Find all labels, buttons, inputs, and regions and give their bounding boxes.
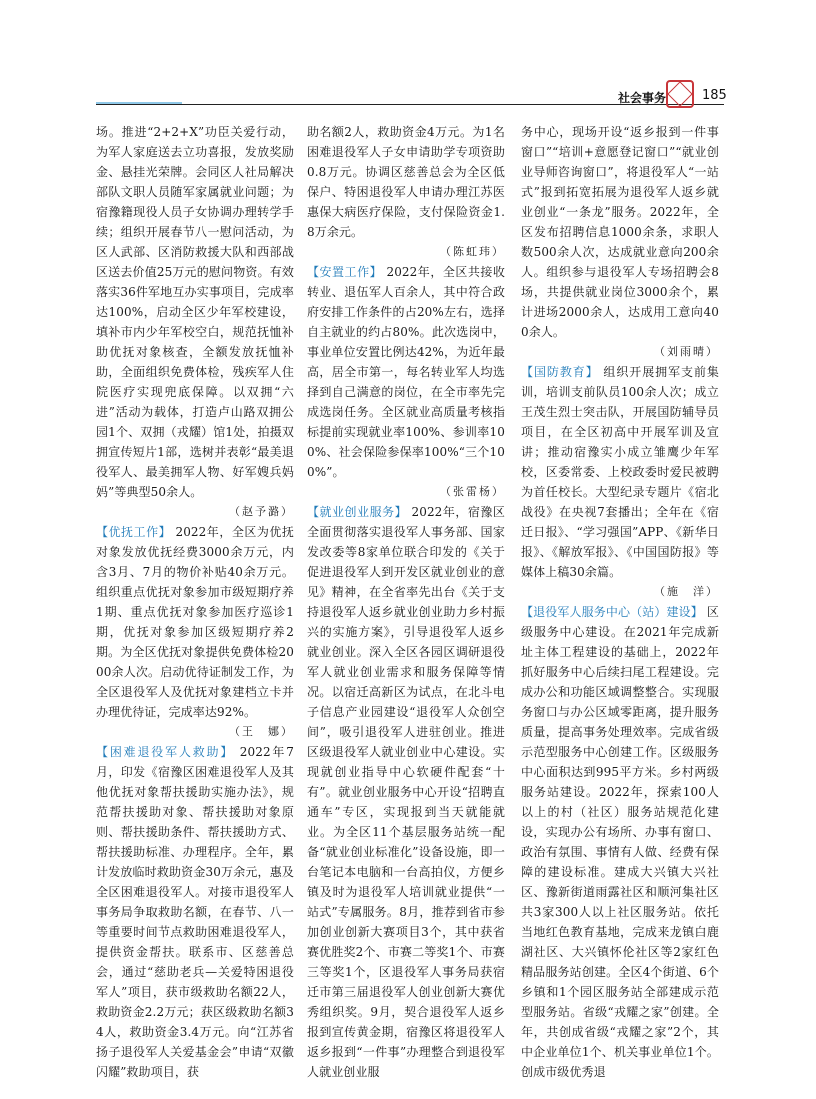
section-keyword: 【就业创业服务】 — [307, 505, 408, 519]
text-column-3 — [521, 122, 719, 1082]
section-keyword: 【安置工作】 — [307, 265, 383, 279]
author-signature: （张雷杨） — [440, 485, 505, 498]
section-keyword: 【困难退役军人救助】 — [96, 745, 235, 759]
paragraph-text: 务中心，现场开设“返乡报到一件事窗口”“培训+意愿登记窗口”“就业创业导师咨询窗口”，将退役军人“一站式”报到拓宽拓展为退役军人返乡就业创业“一条龙”服务。2022年，全区发布招聘信息1000余条，求职人数500余人次，达成就业意向200余人。组织参与退役军人专场招聘会8场，共提供就业岗位3000余个，累计进场2000余人，达成用工意向400余人。 — [521, 125, 719, 339]
section-keyword: 【优抚工作】 — [96, 525, 172, 539]
author-signature: （刘雨晴） — [654, 345, 719, 358]
paragraph-text: 区级服务中心建设。在2021年完成新址主体工程建设的基础上，2022年抓好服务中心后续扫尾工程建设。完成办公和功能区域调整整合。实现服务窗口与办公区域零距离，提升服务质量，提高事务处理效率。完成省级示范型服务中心创建工作。区级服务中心面积达到995平方米。乡村两级服务站建设。2022年，探索100人以上的村（社区）服务站规范化建设，实现办公有场所、办事有窗口、政治有氛围、事情有人做、经费有保障的建设标准。建成大兴镇大兴社区、豫新街道雨露社区和顺河集社区共3家300人以上社区服务站。依托当地红色教育基地，完成来龙镇白鹿湖社区、大兴镇怀伦社区等2家红色精品服务站创建。全区4个街道、6个乡镇和1个园区服务站全部建成示范型服务站。省级“戎耀之家”创建。全年，共创成省级“戎耀之家”2个，其中企业单位1个、机关事业单位1个。创成市级优秀退 — [521, 605, 719, 1079]
text-column-1 — [96, 122, 294, 1082]
paragraph-text: 组织开展拥军支前集训，培训支前队员100余人次；成立王茂生烈士突击队，开展国防辅导员项目，在全区初高中开展军训及宣讲；推动宿豫实小成立雏鹰少年军校，区委常委、上校政委时爱民被聘为首任校长。大型纪录专题片《宿北战役》在央视7套播出；全年在《宿迁日报》、“学习强国”APP、《新华日报》、《解放军报》、《中国国防报》等媒体上稿30余篇。 — [521, 365, 720, 579]
paragraph — [96, 122, 294, 502]
paragraph-text: 场。推进“2+2+X”功臣关爱行动，为军人家庭送去立功喜报，发放奖励金、悬挂光荣牌。会同区人社局解决部队文职人员随军家属就业问题；为宿豫籍现役人员子女协调办理转学手续；组织开展春节八一慰问活动，为区人武部、区消防救援大队和西部战区送去价值25万元的慰问物资。有效落实36件军地互办实事项目，完成率达100%，启动全区少年军校建设，填补市内少年军校空白，规范抚恤补助优抚对象核查，全额发放抚恤补助，全面组织免费体检，残疾军人住院医疗实现兜底保障。以双拥“六进”活动为载体，打造卢山路双拥公园1个、双拥（戎耀）馆1处，拍摄双拥宣传短片1部，选树并表彰“最美退役军人、最美拥军人物、好军嫂兵妈妈”等典型50余人。 — [96, 125, 294, 499]
section-keyword: 【退役军人服务中心（站）建设】 — [521, 605, 703, 619]
paragraph — [521, 362, 719, 582]
paragraph-text: 2022年，全区为优抚对象发放优抚经费3000余万元，内含3月、7月的物价补贴40余万元。组织重点优抚对象参加市级短期疗养1期、重点优抚对象参加医疗巡诊1期，优抚对象参加区级短期疗养2期。为全区优抚对象提供免费体检2000余人次。启动优待证制发工作，为全区退役军人及优抚对象建档立卡并办理优待证，完成率达92%。 — [96, 525, 295, 719]
paragraph — [521, 122, 719, 342]
page-header — [0, 0, 816, 112]
seal-mark-icon — [667, 81, 692, 106]
paragraph — [96, 742, 294, 1082]
paragraph-text: 2022年7月，印发《宿豫区困难退役军人及其他优抚对象帮扶援助实施办法》，规范帮扶援助对象、帮扶援助对象原则、帮扶援助条件、帮扶援助方式、帮扶援助标准、办理程序。全年，累计发放临时救助资金30万余元，惠及全区困难退役军人。对接市退役军人事务局争取救助名额，在春节、八一等重要时间节点救助困难退役军人，提供资金帮扶。联系市、区慈善总会，通过“慈助老兵—关爱特困退役军人”项目，获市级救助名额22人，救助资金2.2万元；获区级救助名额34人，救助资金3.4万元。向“江苏省扬子退役军人关爱基金会”申请“双徽闪耀”救助项目，获 — [96, 745, 294, 1079]
paragraph-text: 2022年，全区共接收转业、退伍军人百余人，其中符合政府安排工作条件的占20%左右，选择自主就业的约占80%。此次选岗中，事业单位安置比例达42%，为近年最高，居全市第一，每名转业军人均选择到自己满意的岗位，在全市率先完成选岗任务。全区就业高质量考核指标提前实现就业率100%、参训率100%、社会保险参保率100%“三个100%”。 — [307, 265, 506, 479]
paragraph-text: 助名额2人，救助资金4万元。为1名困难退役军人子女申请助学专项资助0.8万元。协调区慈善总会为全区低保户、特困退役军人申请办理江苏医惠保大病医疗保险，支付保险资金1.8万余元。 — [307, 125, 505, 239]
section-name: 社会事务 — [618, 91, 667, 105]
author-signature: （施 洋） — [654, 585, 719, 598]
paragraph — [521, 602, 719, 1082]
text-column-2 — [307, 122, 505, 1082]
paragraph — [96, 522, 294, 722]
paragraph — [307, 262, 505, 482]
paragraph — [307, 502, 505, 1082]
red-seal-icon — [666, 80, 694, 108]
section-keyword: 【国防教育】 — [521, 365, 599, 379]
author-signature: （赵予潞） — [229, 505, 294, 518]
author-signature: （陈虹玮） — [440, 245, 505, 258]
page-number: 185 — [702, 88, 727, 103]
author-signature: （王 娜） — [229, 725, 294, 738]
paragraph — [307, 122, 505, 242]
paragraph-text: 2022年，宿豫区全面贯彻落实退役军人事务部、国家发改委等8家单位联合印发的《关于促进退役军人到开发区就业创业的意见》精神，在全省率先出台《关于支持退役军人返乡就业创业助力乡村振兴的实施方案》，引导退役军人返乡就业创业。深入全区各园区调研退役军人就业创业需求和服务保障等情况。以宿迁高新区为试点，在北斗电子信息产业园建设“退役军人众创空间”，吸引退役军人进驻创业。推进区级退役军人就业创业中心建设。实现就创业指导中心软硬件配套“十有”。就业创业服务中心开设“招聘直通车”专区，实现报到当天就能就业。为全区11个基层服务站统一配备“就业创业标准化”设备设施，即一台笔记本电脑和一台高拍仪，方便乡镇及时为退役军人培训就业提供“一站式”专属服务。8月，推荐到省市参加创业创新大赛项目3个，其中获省赛优胜奖2个、市赛二等奖1个、市赛三等奖1个，区退役军人事务局获宿迁市第三届退役军人创业创新大赛优秀组织奖。9月，契合退役军人返乡报到宣传黄金期，宿豫区将退役军人返乡报到“一件事”办理整合到退役军人就业创业服 — [307, 505, 505, 1079]
